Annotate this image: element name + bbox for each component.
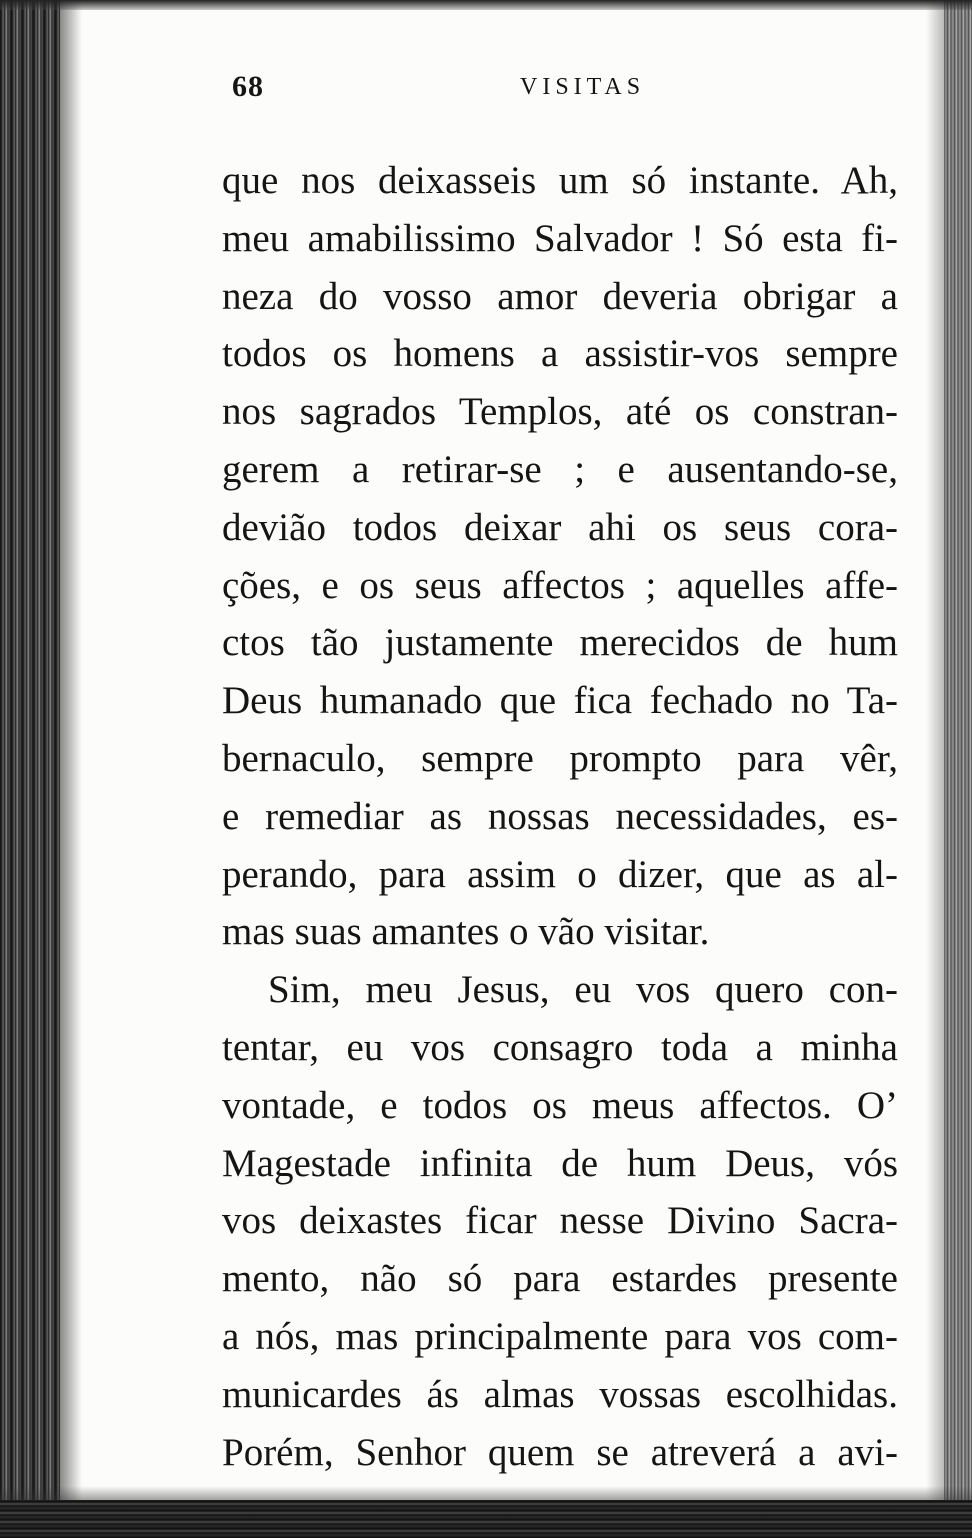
text-line: meu amabilissimo Salvador ! Só esta fi- bbox=[222, 216, 898, 260]
text-line: neza do vosso amor deveria obrigar a bbox=[222, 274, 898, 318]
text-line: gerem a retirar-se ; e ausentando-se, bbox=[222, 447, 898, 491]
page-header bbox=[232, 70, 652, 114]
page-edge-bottom bbox=[0, 1500, 972, 1538]
text-line: bernaculo, sempre prompto para vêr, bbox=[222, 736, 898, 780]
text-line: vos deixastes ficar nesse Divino Sacra- bbox=[222, 1199, 898, 1243]
text-line: nos sagrados Templos, até os constran- bbox=[222, 390, 898, 434]
text-line: todos os homens a assistir-vos sempre bbox=[222, 332, 898, 376]
binding-gradient-left bbox=[60, 0, 82, 1538]
text-line: mento, não só para estardes presente bbox=[222, 1257, 898, 1301]
page-edge-right bbox=[944, 0, 972, 1538]
text-line: ções, e os seus affectos ; aquelles affe- bbox=[222, 563, 898, 607]
text-line: Porém, Senhor quem se atreverá a avi- bbox=[222, 1430, 898, 1474]
text-line: Deus humanado que fica fechado no Ta- bbox=[222, 679, 898, 723]
page-number: 68 bbox=[232, 70, 264, 103]
binding-shadow-left bbox=[0, 0, 60, 1538]
page-edge-top bbox=[0, 0, 972, 10]
running-head: VISITAS bbox=[520, 74, 646, 100]
text-line: vontade, e todos os meus affectos. O’ bbox=[222, 1083, 898, 1127]
paragraph-end-line: mas suas amantes o vão visitar. bbox=[222, 910, 710, 954]
text-line: devião todos deixar ahi os seus cora- bbox=[222, 505, 898, 549]
paragraph-start-line: Sim, meu Jesus, eu vos quero con- bbox=[268, 968, 898, 1012]
text-line: a nós, mas principalmente para vos com- bbox=[222, 1314, 898, 1358]
text-line: e remediar as nossas necessidades, es- bbox=[222, 794, 898, 838]
text-line: que nos deixasseis um só instante. Ah, bbox=[222, 159, 898, 202]
text-line: Magestade infinita de hum Deus, vós bbox=[222, 1141, 898, 1185]
page-edge-gradient-bottom bbox=[0, 1486, 972, 1500]
body-text bbox=[222, 152, 898, 1481]
text-line: tentar, eu vos consagro toda a minha bbox=[222, 1025, 898, 1069]
text-line: perando, para assim o dizer, que as al- bbox=[222, 852, 898, 896]
text-line: municardes ás almas vossas escolhidas. bbox=[222, 1372, 898, 1416]
text-line: ctos tão justamente merecidos de hum bbox=[222, 621, 898, 665]
page-edge-gradient-right bbox=[926, 0, 944, 1538]
